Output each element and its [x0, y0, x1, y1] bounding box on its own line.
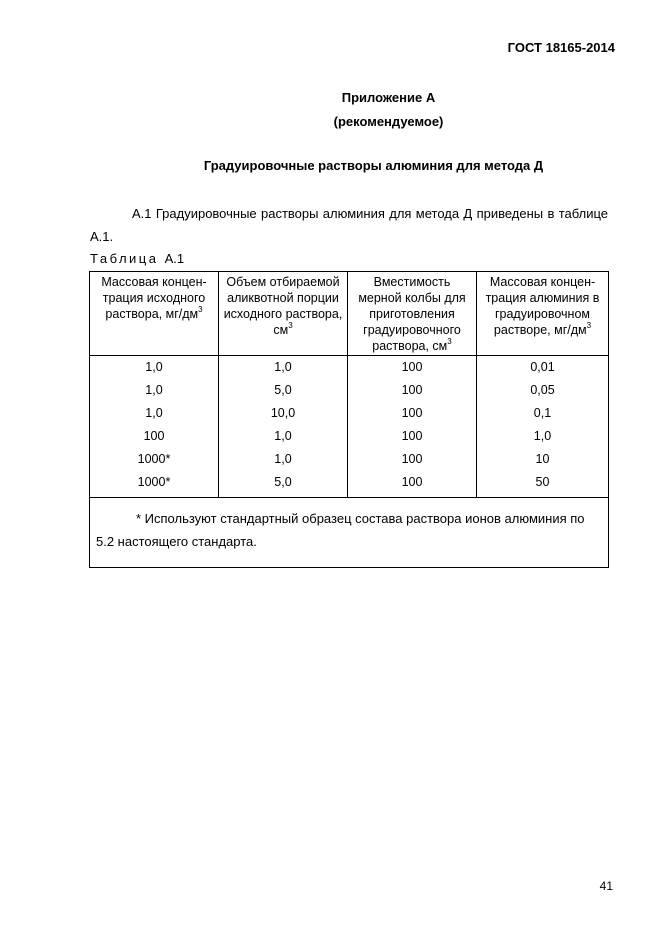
table-cell: 100 — [348, 448, 477, 471]
table-cell: 1000* — [90, 471, 219, 498]
table-row — [90, 379, 609, 402]
standard-number: ГОСТ 18165-2014 — [507, 40, 615, 55]
table-cell: 100 — [90, 425, 219, 448]
table-cell: 1000* — [90, 448, 219, 471]
table-cell: 100 — [348, 379, 477, 402]
appendix-status: (рекомендуемое) — [333, 114, 444, 129]
table-cell: 0,05 — [477, 379, 609, 402]
table-caption — [90, 251, 184, 266]
table-cell: 100 — [348, 425, 477, 448]
table-header-row — [90, 272, 609, 356]
table-footnote: * Используют стандартный образец состава раствора ионов алюминия по 5.2 настоящего стандарта. — [90, 498, 609, 568]
table-cell: 10 — [477, 448, 609, 471]
table-cell: 5,0 — [219, 379, 348, 402]
table-cell: 100 — [348, 356, 477, 380]
table-row — [90, 471, 609, 498]
table-row — [90, 448, 609, 471]
table-cell: 1,0 — [90, 379, 219, 402]
table-row — [90, 356, 609, 380]
header-cell: Объем отбираемой аликвотной порции исходного раствора, $см^3$ — [219, 272, 348, 356]
body-paragraph: А.1 Градуировочные растворы алюминия для метода Д приведены в таблице А.1. — [90, 206, 608, 244]
table-cell: 10,0 — [219, 402, 348, 425]
table-caption-word: Таблица — [90, 251, 159, 266]
table-cell: 5,0 — [219, 471, 348, 498]
table-cell: 50 — [477, 471, 609, 498]
header-cell: Массовая концентрация алюминия в градуировочном растворе, $мг/дм^3$ — [477, 272, 609, 356]
table-row — [90, 402, 609, 425]
table-cell: 1,0 — [90, 356, 219, 380]
table-row — [90, 425, 609, 448]
table-cell: 0,1 — [477, 402, 609, 425]
section-title: Градуировочные растворы алюминия для метода Д — [203, 158, 544, 173]
table-cell: 1,0 — [219, 425, 348, 448]
calibration-table — [89, 271, 609, 568]
table-cell: 1,0 — [477, 425, 609, 448]
table-cell: 100 — [348, 402, 477, 425]
table-cell: 100 — [348, 471, 477, 498]
page-number: 41 — [599, 879, 613, 893]
table-cell: 1,0 — [219, 448, 348, 471]
header-cell: Массовая концентрация исходного раствора, $мг/дм^3$ — [90, 272, 219, 356]
table-cell: 1,0 — [90, 402, 219, 425]
table-footnote-row — [90, 498, 609, 568]
header-cell: Вместимость мерной колбы для приготовления градуировочного раствора, $см^3$ — [348, 272, 477, 356]
appendix-title: Приложение А — [341, 90, 436, 105]
table-cell: 1,0 — [219, 356, 348, 380]
table-caption-number: А.1 — [164, 251, 185, 266]
table-cell: 0,01 — [477, 356, 609, 380]
